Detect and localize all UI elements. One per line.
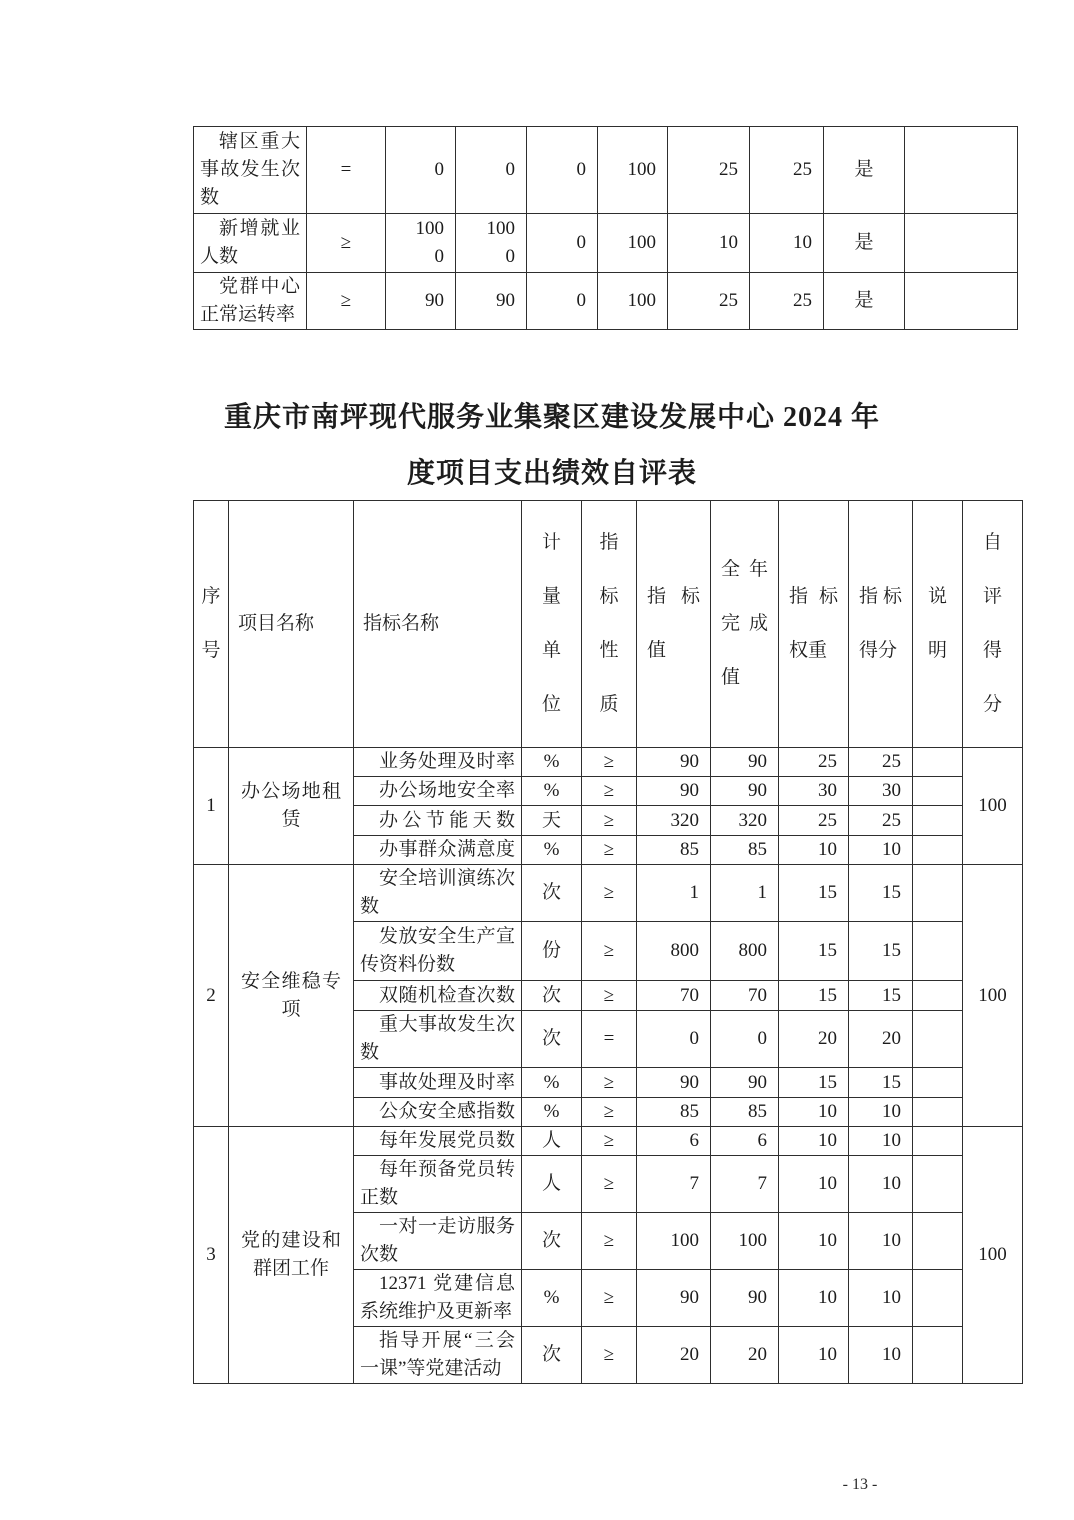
cell-nature: = (582, 1011, 637, 1068)
cell-score: 10 (849, 1213, 913, 1270)
cell-score: 10 (849, 1270, 913, 1327)
cell-score: 15 (849, 1068, 913, 1098)
cell-unit: % (522, 836, 582, 865)
cell-note (913, 1327, 963, 1384)
cell-weight: 15 (779, 981, 849, 1011)
cell-extra1: 0 (527, 214, 598, 273)
cell-indicator-name: 辖区重大事故发生次数 (194, 127, 307, 214)
cell-actual: 90 (711, 1270, 779, 1327)
cell-nature: ≥ (582, 748, 637, 777)
cell-target: 90 (637, 1270, 711, 1327)
table-row (194, 127, 1018, 214)
cell-indicator-name: 12371 党建信息系统维护及更新率 (354, 1270, 522, 1327)
cell-actual: 6 (711, 1127, 779, 1156)
cell-unit: 份 (522, 922, 582, 981)
self-eval-table (193, 500, 1023, 1384)
cell-nature: ≥ (307, 273, 386, 330)
cell-unit: % (522, 748, 582, 777)
cell-actual: 320 (711, 806, 779, 836)
cell-nature: ≥ (582, 1327, 637, 1384)
cell-unit: 次 (522, 981, 582, 1011)
cell-project-name: 党的建设和群团工作 (229, 1127, 354, 1384)
cell-weight: 25 (779, 748, 849, 777)
cell-nature: ≥ (582, 922, 637, 981)
cell-target: 85 (637, 1098, 711, 1127)
cell-note (905, 273, 1018, 330)
cell-indicator-name: 办事群众满意度 (354, 836, 522, 865)
header-project: 项目名称 (229, 501, 354, 748)
cell-note (913, 1213, 963, 1270)
cell-target: 320 (637, 806, 711, 836)
cell-unit: 次 (522, 1011, 582, 1068)
cell-weight: 15 (779, 1068, 849, 1098)
cell-weight: 10 (779, 836, 849, 865)
cell-note (913, 922, 963, 981)
cell-project-name: 安全维稳专项 (229, 865, 354, 1127)
cell-nature: ≥ (307, 214, 386, 273)
cell-actual: 90 (711, 748, 779, 777)
cell-weight: 15 (779, 922, 849, 981)
cell-unit: % (522, 777, 582, 806)
cell-note (913, 865, 963, 922)
cell-indicator-name: 新增就业人数 (194, 214, 307, 273)
cell-note (913, 1011, 963, 1068)
table-row (194, 1127, 1023, 1156)
cell-met-flag: 是 (824, 214, 905, 273)
cell-note (913, 1127, 963, 1156)
header-score: 指标得分 (849, 501, 913, 748)
cell-score: 25 (750, 273, 824, 330)
cell-met-flag: 是 (824, 273, 905, 330)
cell-score: 10 (750, 214, 824, 273)
cell-indicator-name: 事故处理及时率 (354, 1068, 522, 1098)
cell-unit: % (522, 1068, 582, 1098)
cell-target: 0 (386, 127, 456, 214)
cell-target: 70 (637, 981, 711, 1011)
cell-score: 15 (849, 865, 913, 922)
cell-weight: 25 (668, 127, 750, 214)
cell-actual: 800 (711, 922, 779, 981)
cell-note (913, 806, 963, 836)
cell-unit: 次 (522, 1327, 582, 1384)
cell-note (913, 1156, 963, 1213)
cell-target: 90 (637, 748, 711, 777)
cell-nature: ≥ (582, 1270, 637, 1327)
cell-indicator-name: 业务处理及时率 (354, 748, 522, 777)
cell-extra2: 100 (598, 214, 668, 273)
cell-indicator-name: 办公场地安全率 (354, 777, 522, 806)
cell-weight: 15 (779, 865, 849, 922)
header-row (194, 501, 1023, 748)
cell-self-score: 100 (963, 748, 1023, 865)
cell-target: 90 (386, 273, 456, 330)
cell-target: 7 (637, 1156, 711, 1213)
cell-target: 1 (637, 865, 711, 922)
cell-extra1: 0 (527, 273, 598, 330)
cell-score: 25 (849, 806, 913, 836)
cell-self-score: 100 (963, 1127, 1023, 1384)
cell-target: 20 (637, 1327, 711, 1384)
cell-weight: 10 (779, 1327, 849, 1384)
cell-score: 15 (849, 922, 913, 981)
page-title-line2: 度项目支出绩效自评表 (406, 458, 697, 489)
cell-score: 10 (849, 1127, 913, 1156)
header-note: 说明 (913, 501, 963, 748)
cell-indicator-name: 一对一走访服务次数 (354, 1213, 522, 1270)
cell-note (913, 1068, 963, 1098)
cell-unit: 人 (522, 1156, 582, 1213)
cell-indicator-name: 安全培训演练次数 (354, 865, 522, 922)
header-unit: 计量单位 (522, 501, 582, 748)
cell-target: 90 (637, 1068, 711, 1098)
cell-score: 15 (849, 981, 913, 1011)
cell-nature: ≥ (582, 836, 637, 865)
cell-actual: 0 (711, 1011, 779, 1068)
cell-actual: 90 (456, 273, 527, 330)
cell-actual: 85 (711, 836, 779, 865)
cell-target: 100 (637, 1213, 711, 1270)
cell-indicator-name: 重大事故发生次数 (354, 1011, 522, 1068)
cell-extra1: 0 (527, 127, 598, 214)
cell-indicator-name: 发放安全生产宣传资料份数 (354, 922, 522, 981)
header-indicator: 指标名称 (354, 501, 522, 748)
cell-nature: ≥ (582, 1098, 637, 1127)
cell-project-name: 办公场地租赁 (229, 748, 354, 865)
cell-score: 20 (849, 1011, 913, 1068)
cell-actual: 90 (711, 777, 779, 806)
cell-actual: 90 (711, 1068, 779, 1098)
cell-unit: 人 (522, 1127, 582, 1156)
cell-score: 25 (849, 748, 913, 777)
cell-note (913, 748, 963, 777)
header-self-score: 自评得分 (963, 501, 1023, 748)
header-weight: 指标权重 (779, 501, 849, 748)
cell-score: 25 (750, 127, 824, 214)
cell-actual: 20 (711, 1327, 779, 1384)
cell-indicator-name: 每年发展党员数 (354, 1127, 522, 1156)
cell-section-no: 1 (194, 748, 229, 865)
cell-weight: 10 (779, 1127, 849, 1156)
cell-target: 1000 (386, 214, 456, 273)
cell-nature: ≥ (582, 1068, 637, 1098)
cell-score: 10 (849, 1098, 913, 1127)
cell-weight: 30 (779, 777, 849, 806)
cell-nature: ≥ (582, 981, 637, 1011)
header-target: 指标值 (637, 501, 711, 748)
cell-extra2: 100 (598, 273, 668, 330)
cell-unit: % (522, 1098, 582, 1127)
cell-actual: 7 (711, 1156, 779, 1213)
cell-score: 10 (849, 836, 913, 865)
cell-indicator-name: 每年预备党员转正数 (354, 1156, 522, 1213)
cell-weight: 25 (668, 273, 750, 330)
cell-section-no: 2 (194, 865, 229, 1127)
table-row (194, 865, 1023, 922)
cell-nature: ≥ (582, 806, 637, 836)
page-title-line1: 重庆市南坪现代服务业集聚区建设发展中心 2024 年 (223, 402, 880, 433)
cell-nature: ≥ (582, 777, 637, 806)
cell-actual: 1000 (456, 214, 527, 273)
cell-indicator-name: 指导开展“三会一课”等党建活动 (354, 1327, 522, 1384)
cell-actual: 1 (711, 865, 779, 922)
table-row (194, 273, 1018, 330)
cell-weight: 10 (779, 1156, 849, 1213)
cell-nature: ≥ (582, 865, 637, 922)
header-nature: 指标性质 (582, 501, 637, 748)
cell-nature: ≥ (582, 1156, 637, 1213)
carryover-table (193, 126, 1018, 330)
cell-weight: 25 (779, 806, 849, 836)
cell-target: 85 (637, 836, 711, 865)
cell-section-no: 3 (194, 1127, 229, 1384)
cell-unit: % (522, 1270, 582, 1327)
cell-self-score: 100 (963, 865, 1023, 1127)
cell-actual: 100 (711, 1213, 779, 1270)
cell-met-flag: 是 (824, 127, 905, 214)
cell-nature: ≥ (582, 1213, 637, 1270)
cell-unit: 次 (522, 865, 582, 922)
cell-target: 800 (637, 922, 711, 981)
cell-target: 90 (637, 777, 711, 806)
table-row (194, 214, 1018, 273)
cell-weight: 10 (779, 1270, 849, 1327)
cell-note (905, 214, 1018, 273)
cell-nature: = (307, 127, 386, 214)
cell-indicator-name: 公众安全感指数 (354, 1098, 522, 1127)
cell-actual: 70 (711, 981, 779, 1011)
cell-score: 10 (849, 1156, 913, 1213)
header-seq: 序号 (194, 501, 229, 748)
header-actual: 全年完成值 (711, 501, 779, 748)
cell-weight: 20 (779, 1011, 849, 1068)
cell-unit: 天 (522, 806, 582, 836)
cell-target: 0 (637, 1011, 711, 1068)
cell-note (913, 1098, 963, 1127)
cell-target: 6 (637, 1127, 711, 1156)
cell-weight: 10 (779, 1213, 849, 1270)
cell-nature: ≥ (582, 1127, 637, 1156)
cell-note (913, 777, 963, 806)
cell-weight: 10 (668, 214, 750, 273)
cell-score: 30 (849, 777, 913, 806)
cell-actual: 0 (456, 127, 527, 214)
cell-note (913, 1270, 963, 1327)
cell-note (905, 127, 1018, 214)
cell-indicator-name: 党群中心正常运转率 (194, 273, 307, 330)
cell-unit: 次 (522, 1213, 582, 1270)
page-number: - 13 - (842, 1476, 878, 1493)
cell-weight: 10 (779, 1098, 849, 1127)
cell-note (913, 836, 963, 865)
page-title (15, 390, 1074, 502)
cell-score: 10 (849, 1327, 913, 1384)
cell-extra2: 100 (598, 127, 668, 214)
cell-indicator-name: 双随机检查次数 (354, 981, 522, 1011)
table-row (194, 748, 1023, 777)
cell-note (913, 981, 963, 1011)
cell-indicator-name: 办公节能天数 (354, 806, 522, 836)
cell-actual: 85 (711, 1098, 779, 1127)
